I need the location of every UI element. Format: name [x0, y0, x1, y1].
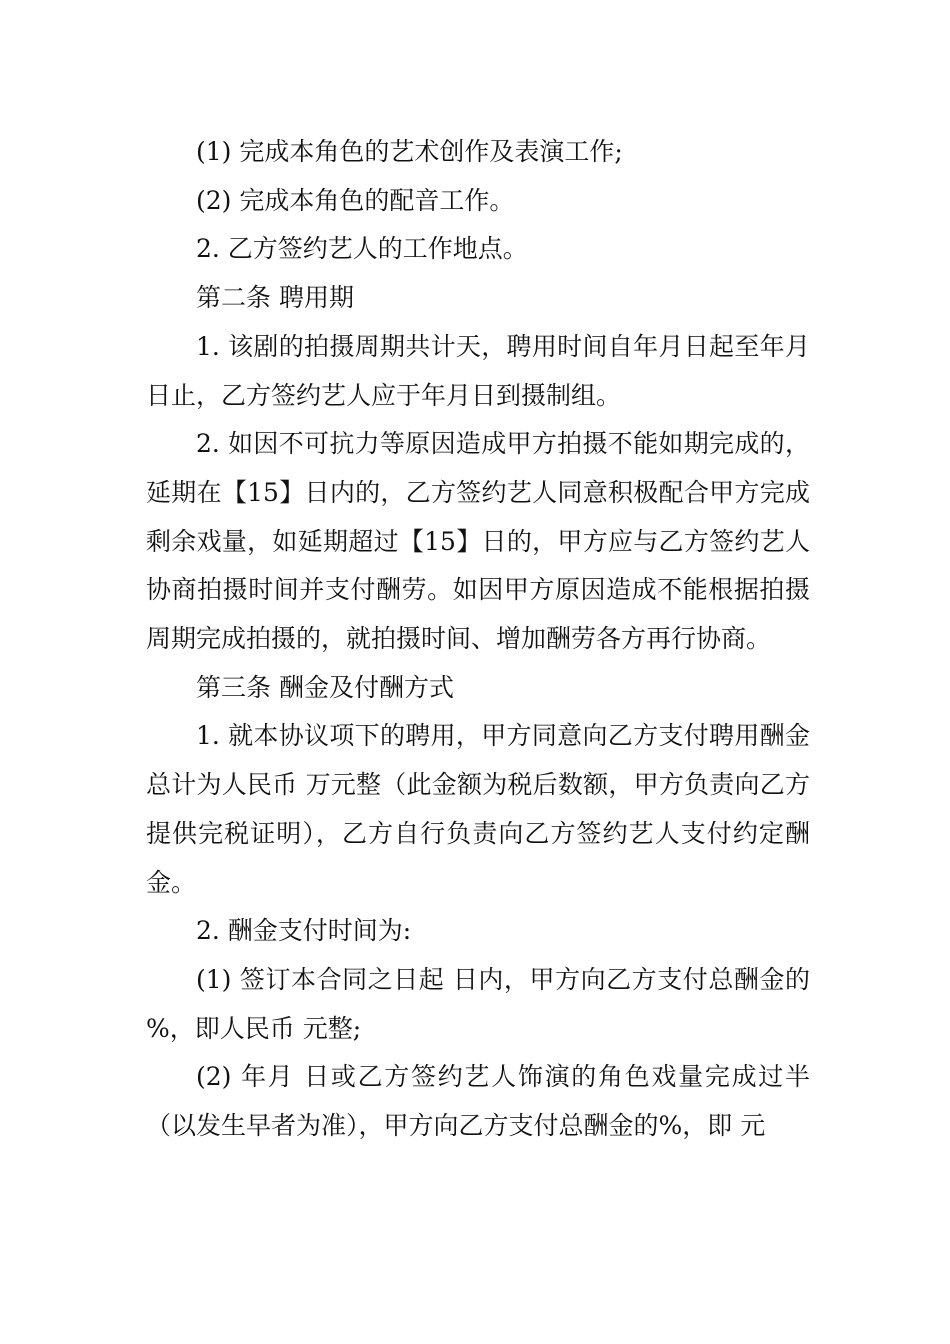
article-3-heading: 第三条 酬金及付酬方式	[196, 672, 454, 702]
clause-item-1-2: (2) 完成本角色的配音工作。	[196, 185, 515, 215]
article-3-clause-1: 1. 就本协议项下的聘用，甲方同意向乙方支付聘用酬金总计为人民币 万元整（此金额为税后数额，甲方负责向乙方提供完税证明），乙方自行负责向乙方签约艺人支付约定酬金。	[146, 721, 810, 897]
clause-work-location: 2. 乙方签约艺人的工作地点。	[196, 234, 528, 264]
article-2-clause-1: 1. 该剧的拍摄周期共计天，聘用时间自年月日起至年月日止，乙方签约艺人应于年月日到摄制组。	[146, 331, 810, 410]
article-2-clause-2: 2. 如因不可抗力等原因造成甲方拍摄不能如期完成的，延期在【15】日内的，乙方签约艺人同意积极配合甲方完成剩余戏量，如延期超过【15】日的，甲方应与乙方签约艺人协商拍摄时间并支付酬劳。如因甲方原因造成不能根据拍摄周期完成拍摄的，就拍摄时间、增加酬劳各方再行协商。	[146, 429, 810, 654]
clause-item-1-1: (1) 完成本角色的艺术创作及表演工作;	[196, 137, 623, 166]
article-2-heading: 第二条 聘用期	[196, 283, 354, 313]
article-3-clause-2: 2. 酬金支付时间为:	[196, 916, 412, 946]
contract-body	[146, 128, 810, 1151]
payment-item-2: (2) 年月 日或乙方签约艺人饰演的角色戏量完成过半（以发生早者为准），甲方向乙方支付总酬金的%，即 元	[146, 1062, 810, 1141]
payment-item-1: (1) 签订本合同之日起 日内，甲方向乙方支付总酬金的 %，即人民币 元整;	[146, 964, 810, 1043]
